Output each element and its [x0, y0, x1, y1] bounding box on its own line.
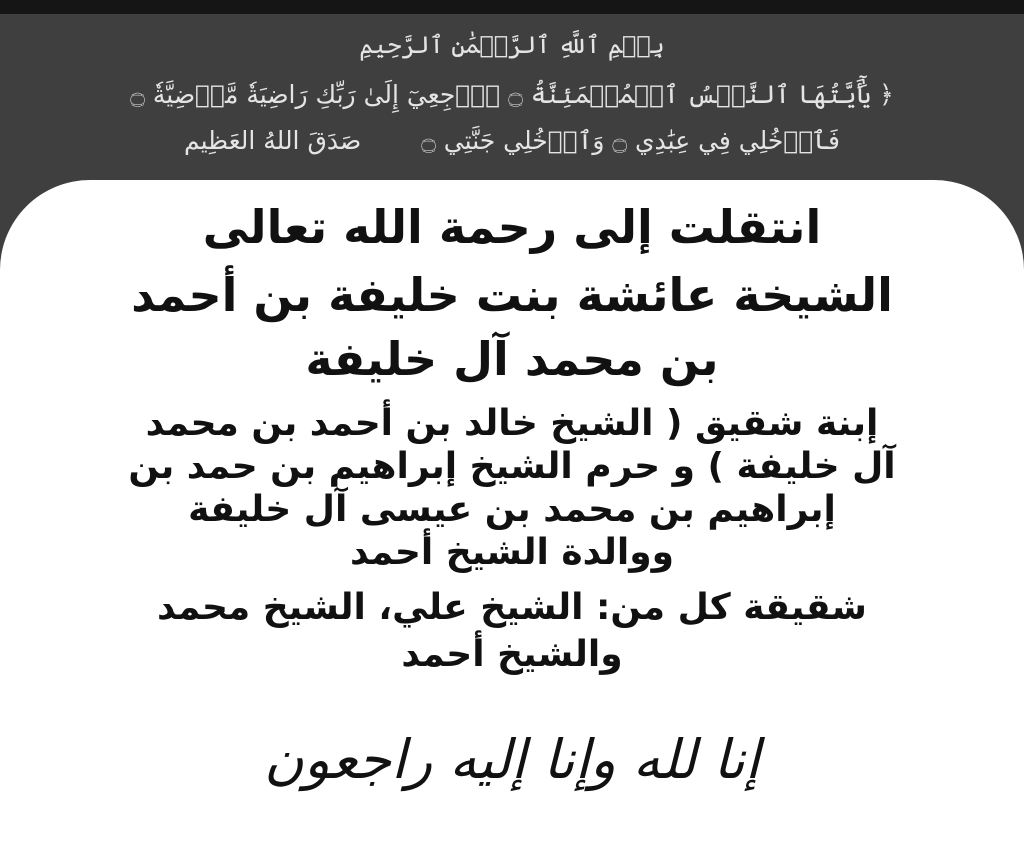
- headline-line-2: الشيخة عائشة بنت خليفة بن أحمد: [131, 268, 893, 322]
- quran-verse-block: [0, 14, 1024, 184]
- istirja-calligraphy: إنا لله وإنا إليه راجعون: [264, 728, 760, 791]
- body-line-2: آل خليفة ) و حرم الشيخ إبراهيم بن حمد بن: [128, 446, 896, 487]
- body-line-3: إبراهيم بن محمد بن عيسى آل خليفة: [188, 489, 836, 530]
- body-line-5: شقيقة كل من: الشيخ علي، الشيخ محمد: [157, 587, 867, 628]
- verse-line-2: [0, 124, 1024, 158]
- top-border-strip: [0, 0, 1024, 14]
- body-line-6: والشيخ أحمد: [401, 634, 623, 675]
- sadaq-text: صَدَقَ اللهُ العَظِيم: [184, 126, 362, 155]
- basmala-line: بِسۡمِ ٱللَّهِ ٱلرَّحۡمَٰنِ ٱلرَّحِيمِ: [359, 31, 665, 59]
- verse-line-2-text: فَٱدۡخُلِي فِي عِبَٰدِي ۝ وَٱدۡخُلِي جَنَّتِي ۝: [421, 126, 840, 155]
- announcement-card: [0, 180, 1024, 847]
- body-line-1: إبنة شقيق ( الشيخ خالد بن أحمد بن محمد: [145, 403, 879, 444]
- body-line-4: ووالدة الشيخ أحمد: [349, 532, 675, 573]
- headline-line-1: انتقلت إلى رحمة الله تعالى: [202, 200, 822, 254]
- headline-line-3: بن محمد آل خليفة: [305, 332, 719, 386]
- verse-line-1: ﴿ يَٰٓأَيَّتُهَا ٱلنَّفۡسُ ٱلۡمُطۡمَئِنَّةُ ۝ ٱرۡجِعِيٓ إِلَىٰ رَبِّكِ رَاضِيَةٗ مَّرۡضِيَّةٗ ۝: [130, 80, 894, 109]
